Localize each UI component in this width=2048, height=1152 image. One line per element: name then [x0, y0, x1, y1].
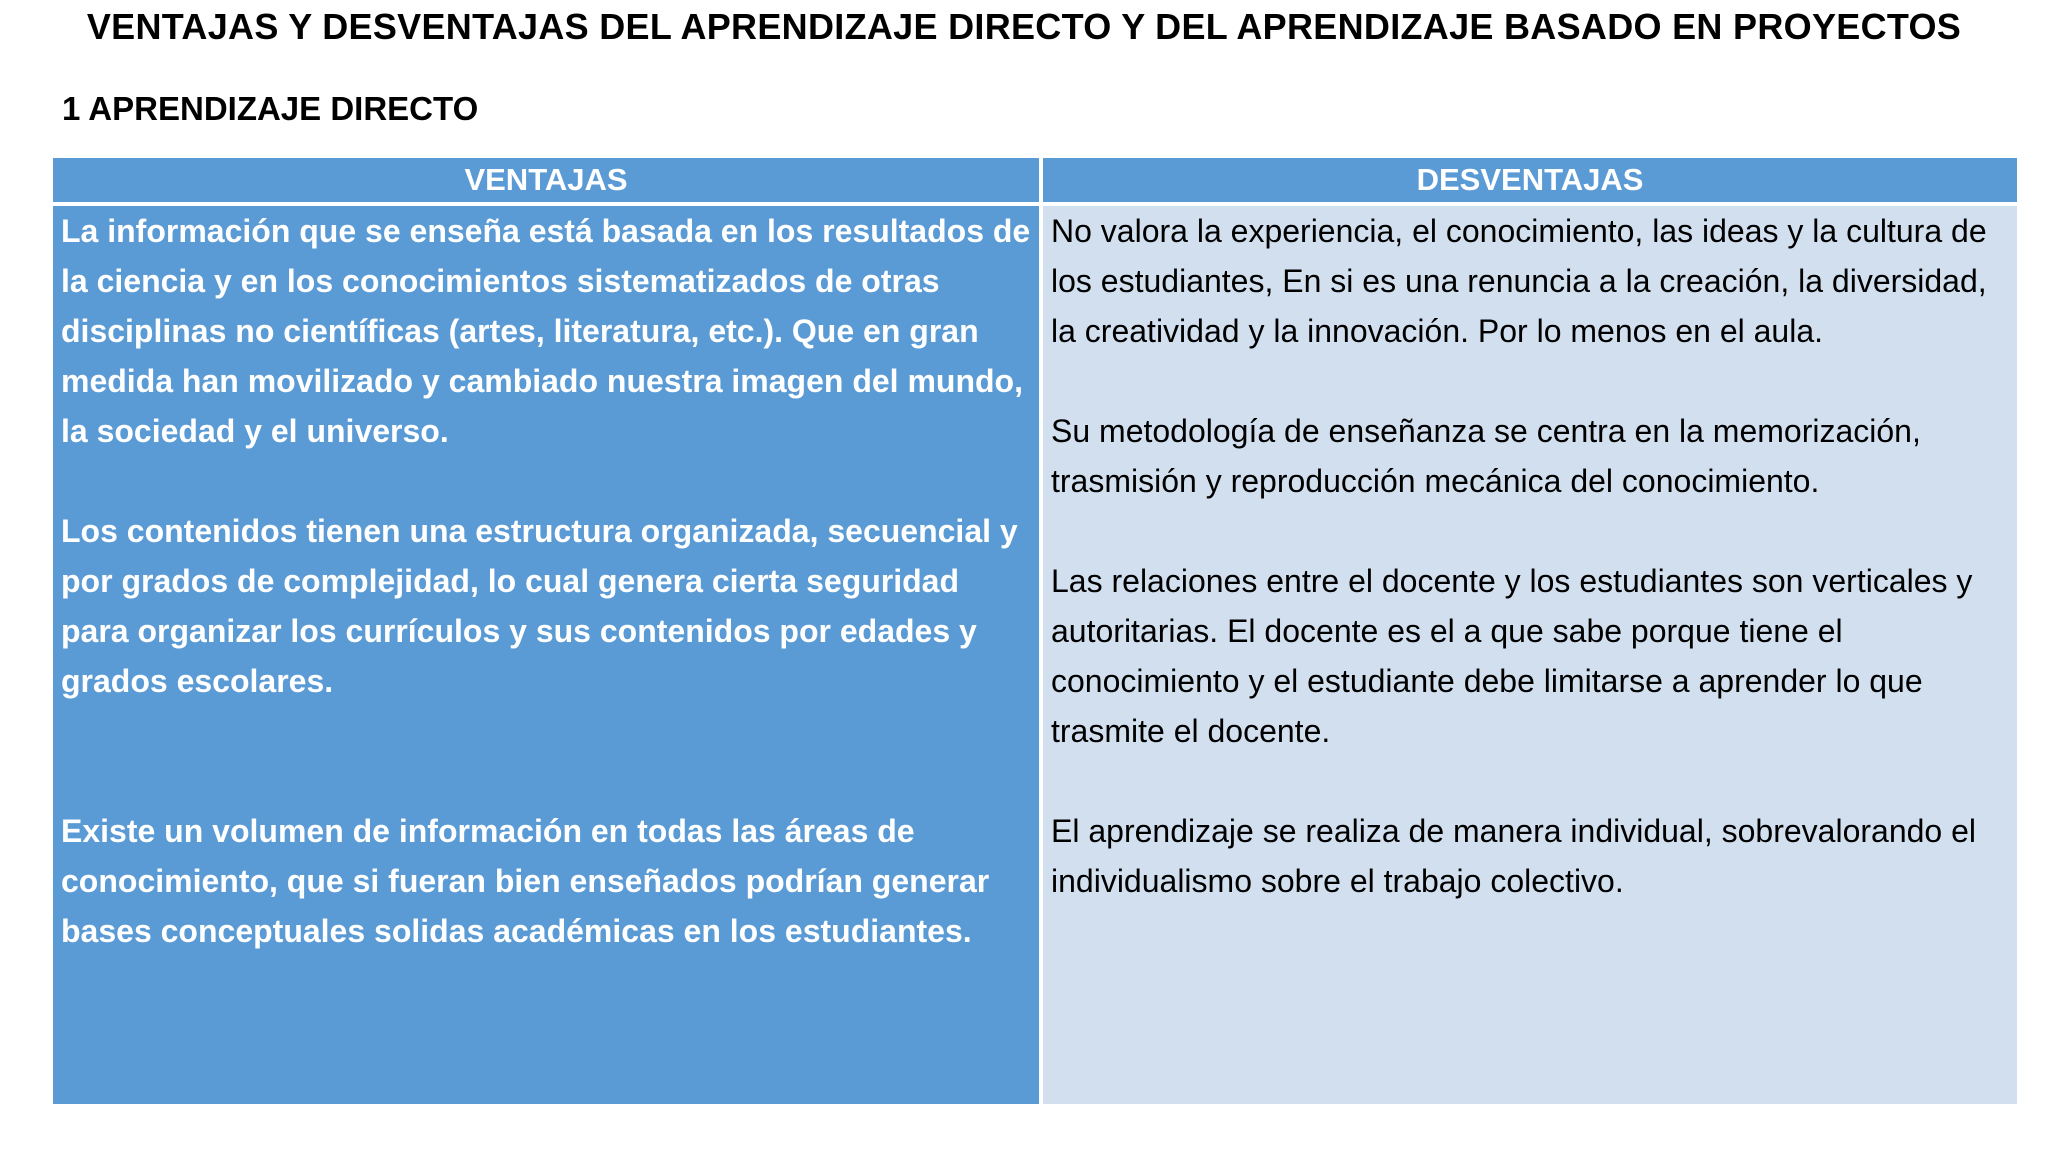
- slide-title: VENTAJAS Y DESVENTAJAS DEL APRENDIZAJE DIRECTO Y DEL APRENDIZAJE BASADO EN PROYECTOS: [86, 6, 1962, 47]
- header-ventajas: VENTAJAS: [53, 158, 1039, 202]
- desventaja-item: El aprendizaje se realiza de manera individual, sobrevalorando el individualismo sobre el trabajo colectivo.: [1051, 813, 1976, 899]
- desventajas-cell: [1043, 206, 2017, 1104]
- ventajas-cell: [53, 206, 1039, 1104]
- desventaja-item: Las relaciones entre el docente y los estudiantes son verticales y autoritarias. El docente es el a que sabe porque tiene el conocimiento y el estudiante debe limitarse a aprender lo que trasmite el docente.: [1051, 563, 1973, 749]
- ventaja-item: Existe un volumen de información en todas las áreas de conocimiento, que si fueran bien enseñados podrían generar bases conceptuales solidas académicas en los estudiantes.: [61, 813, 990, 949]
- desventaja-item: Su metodología de enseñanza se centra en la memorización, trasmisión y reproducción mecánica del conocimiento.: [1051, 413, 1921, 499]
- ventaja-item: La información que se enseña está basada en los resultados de la ciencia y en los conocimientos sistematizados de otras disciplinas no científicas (artes, literatura, etc.). Que en gran medida han movilizado y cambiado nuestra imagen del mundo, la sociedad y el universo.: [61, 213, 1031, 449]
- comparison-table: [53, 158, 2017, 1104]
- desventaja-item: No valora la experiencia, el conocimiento, las ideas y la cultura de los estudiantes, En si es una renuncia a la creación, la diversidad, la creatividad y la innovación. Por lo menos en el aula.: [1051, 213, 1987, 349]
- ventaja-item: Los contenidos tienen una estructura organizada, secuencial y por grados de complejidad, lo cual genera cierta seguridad para organizar los currículos y sus contenidos por edades y grados escolares.: [61, 513, 1018, 699]
- header-desventajas: DESVENTAJAS: [1043, 158, 2017, 202]
- section-title: 1 APRENDIZAJE DIRECTO: [62, 90, 479, 127]
